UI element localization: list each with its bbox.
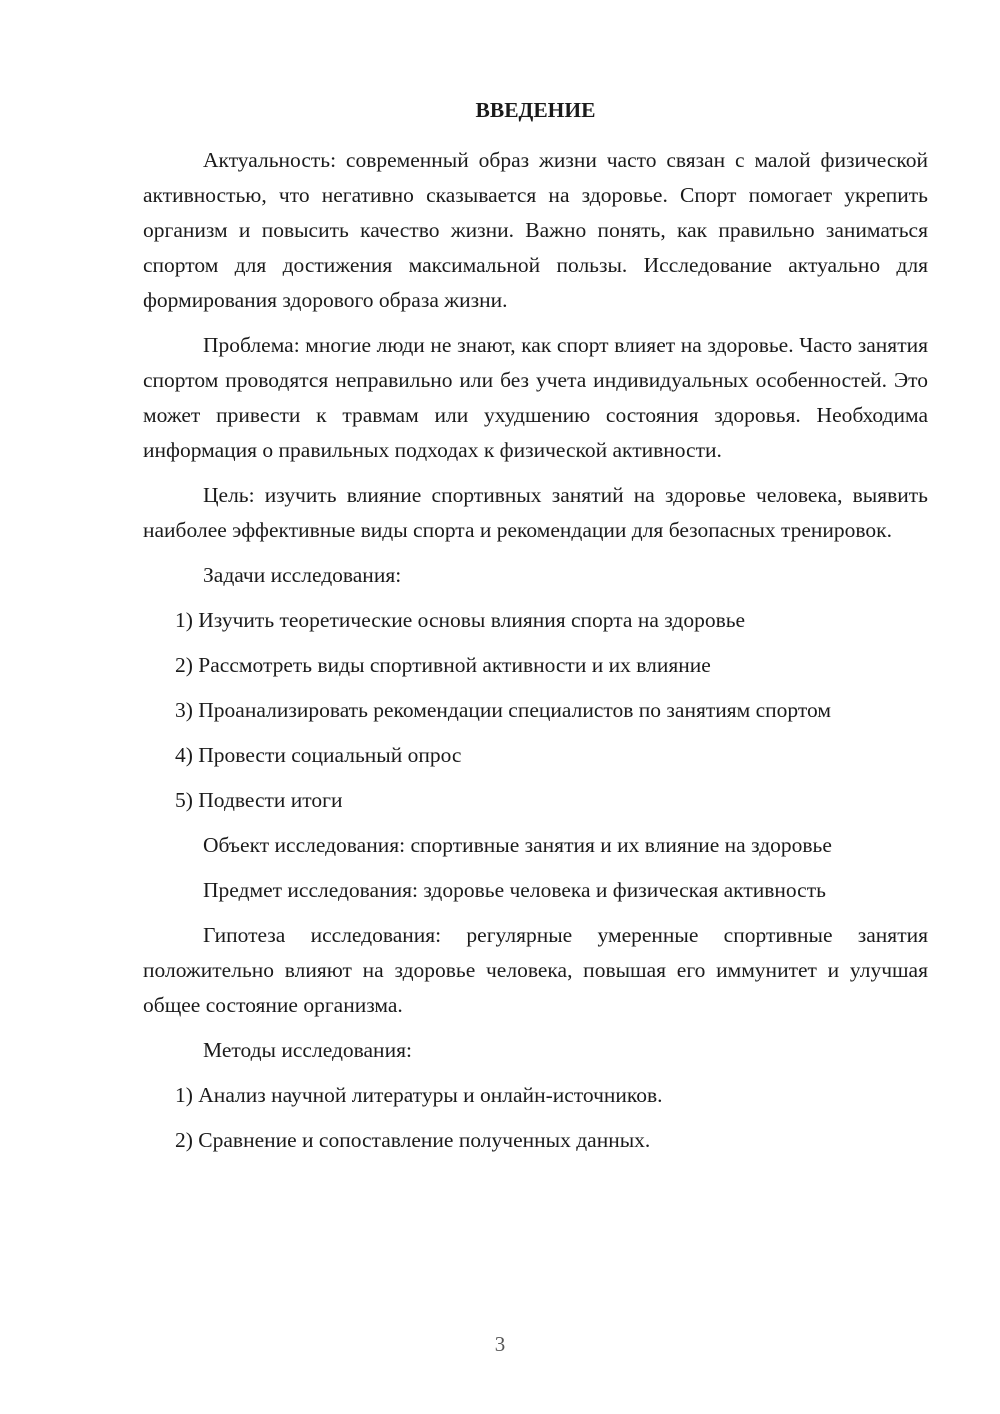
task-item: 1) Изучить теоретические основы влияния спорта на здоровье <box>175 608 746 632</box>
problem-paragraph: Проблема: многие люди не знают, как спорт влияет на здоровье. Часто занятия спортом проводятся неправильно или без учета индивидуальных особенностей. Это может привести к травмам или ухудшению состояния здоровья. Необходима информация о правильных подходах к физической активности. <box>143 333 928 462</box>
document-page <box>143 94 928 1168</box>
task-item: 5) Подвести итоги <box>175 788 343 812</box>
task-item: 2) Рассмотреть виды спортивной активности и их влияние <box>175 653 711 677</box>
page-number: 3 <box>494 1332 506 1356</box>
methods-heading: Методы исследования: <box>203 1038 412 1062</box>
relevance-paragraph: Актуальность: современный образ жизни часто связан с малой физической активностью, что негативно сказывается на здоровье. Спорт помогает укрепить организм и повысить качество жизни. Важно понять, как правильно заниматься спортом для достижения максимальной пользы. Исследование актуально для формирования здорового образа жизни. <box>143 148 928 312</box>
method-item: 2) Сравнение и сопоставление полученных данных. <box>175 1128 651 1152</box>
object-line: Объект исследования: спортивные занятия и их влияние на здоровье <box>203 833 832 857</box>
task-item: 4) Провести социальный опрос <box>175 743 462 767</box>
goal-paragraph: Цель: изучить влияние спортивных занятий на здоровье человека, выявить наиболее эффективные виды спорта и рекомендации для безопасных тренировок. <box>143 483 928 542</box>
tasks-heading: Задачи исследования: <box>203 563 402 587</box>
method-item: 1) Анализ научной литературы и онлайн-источников. <box>175 1083 663 1107</box>
task-item: 3) Проанализировать рекомендации специалистов по занятиям спортом <box>175 698 831 722</box>
hypothesis-paragraph: Гипотеза исследования: регулярные умеренные спортивные занятия положительно влияют на здоровье человека, повышая его иммунитет и улучшая общее состояние организма. <box>143 923 928 1017</box>
section-title: ВВЕДЕНИЕ <box>475 98 596 122</box>
subject-line: Предмет исследования: здоровье человека и физическая активность <box>203 878 826 902</box>
